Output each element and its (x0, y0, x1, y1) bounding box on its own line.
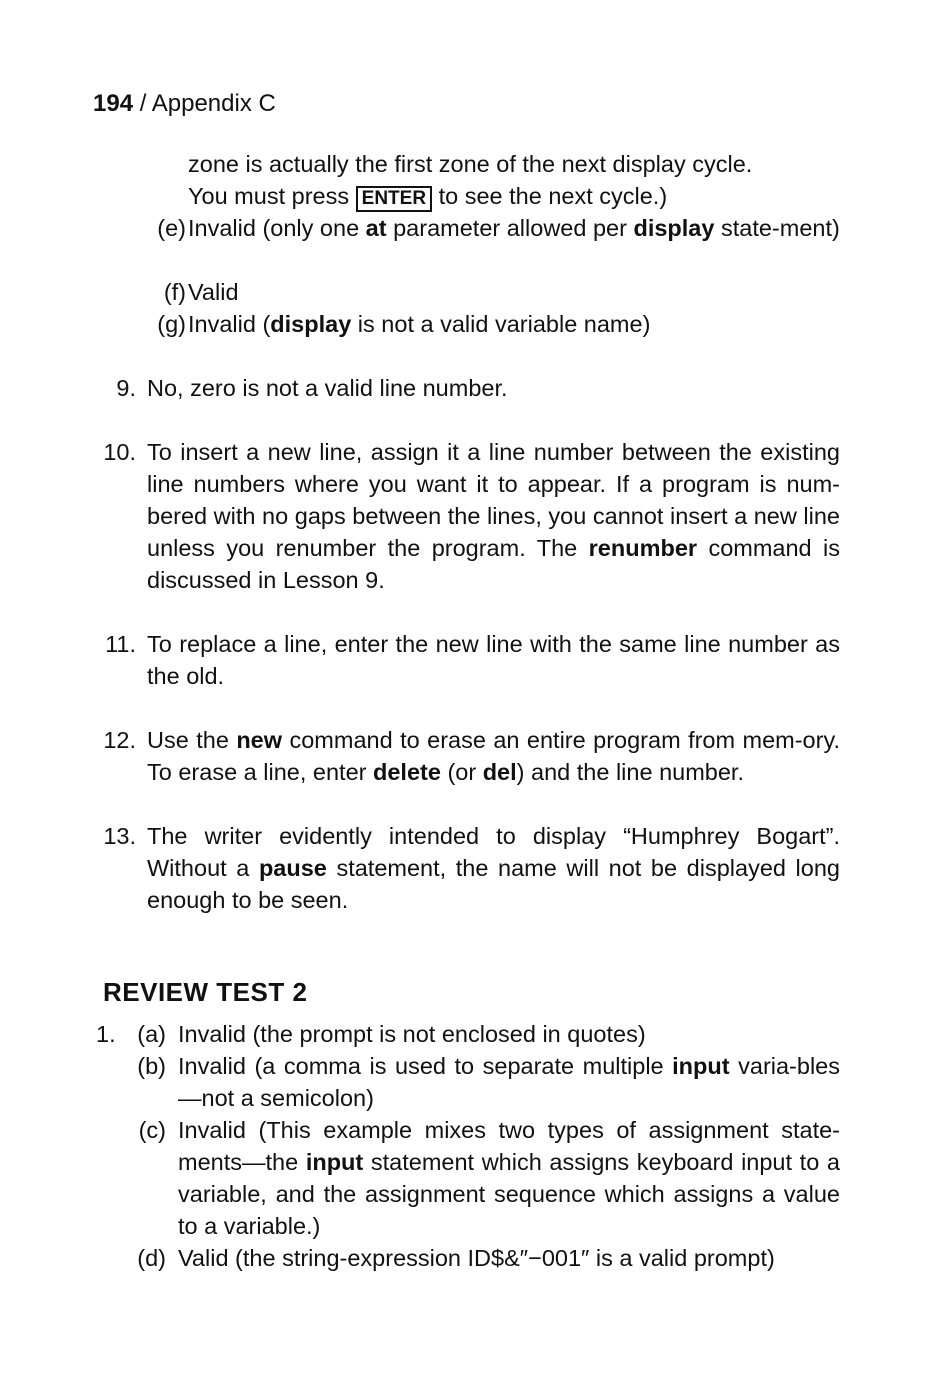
item-label: (b) (137, 1053, 166, 1079)
continued-text (188, 148, 840, 212)
answer-number: 13. (103, 823, 136, 849)
item-label: (g) (157, 311, 186, 337)
review-item-1a (96, 1018, 840, 1050)
answer-13 (90, 820, 840, 916)
running-header (93, 88, 276, 120)
item-text: Invalid (display is not a valid variable name) (188, 311, 651, 337)
answer-text: No, zero is not a valid line number. (147, 375, 508, 401)
answer-item-e (140, 212, 840, 244)
continued-line-2: You must press ENTER to see the next cycle.) (188, 180, 840, 212)
answer-number: 12. (103, 727, 136, 753)
continued-line-1: zone is actually the first zone of the next display cycle. (188, 151, 753, 177)
page-number: 194 (93, 90, 134, 117)
item-text: Invalid (This example mixes two types of assignment state-ments—the input statement which assigns keyboard input to a variable, and the assignment sequence which assigns a value to a variable.) (178, 1117, 840, 1239)
answer-9 (90, 372, 840, 404)
answer-text: Use the new command to erase an entire program from mem-ory. To erase a line, enter delete (or del) and the line number. (147, 727, 840, 785)
review-item-1b (130, 1050, 840, 1114)
item-label: (a) (137, 1021, 166, 1047)
answer-12 (90, 724, 840, 788)
header-section: Appendix C (151, 90, 276, 117)
item-text: Valid (the string-expression ID$&″−001″ is a valid prompt) (178, 1245, 775, 1271)
review-item-1d (130, 1242, 840, 1274)
section-heading: REVIEW TEST 2 (103, 977, 308, 1007)
item-label: (c) (138, 1117, 166, 1143)
question-number: 1. (96, 1021, 116, 1047)
answer-text: To insert a new line, assign it a line number between the existing line numbers where you want it to appear. If a program is num-bered with no gaps between the lines, you cannot insert a new line unless you renumber the program. The renumber command is discussed in Lesson 9. (147, 439, 841, 593)
item-text: Invalid (the prompt is not enclosed in quotes) (178, 1021, 646, 1047)
answer-10 (90, 436, 840, 596)
item-label: (f) (163, 279, 186, 305)
item-text: Valid (188, 279, 239, 305)
review-item-1c (130, 1114, 840, 1242)
answer-item-f (140, 276, 840, 308)
answer-11 (90, 628, 840, 692)
item-label: (e) (157, 215, 186, 241)
answer-number: 9. (116, 375, 136, 401)
item-text: Invalid (only one at parameter allowed per display state-ment) (188, 215, 840, 241)
item-label: (d) (137, 1245, 166, 1271)
answer-number: 10. (103, 439, 136, 465)
item-text: Invalid (a comma is used to separate multiple input varia-bles—not a semicolon) (178, 1053, 840, 1111)
answer-number: 11. (105, 631, 136, 657)
answer-text: To replace a line, enter the new line with the same line number as the old. (147, 631, 840, 689)
answer-text: The writer evidently intended to display “Humphrey Bogart”. Without a pause statement, the name will not be displayed long enough to be seen. (147, 823, 840, 913)
header-separator: / (139, 90, 147, 117)
enter-key-label: ENTER (356, 186, 432, 212)
answer-item-g (140, 308, 840, 340)
